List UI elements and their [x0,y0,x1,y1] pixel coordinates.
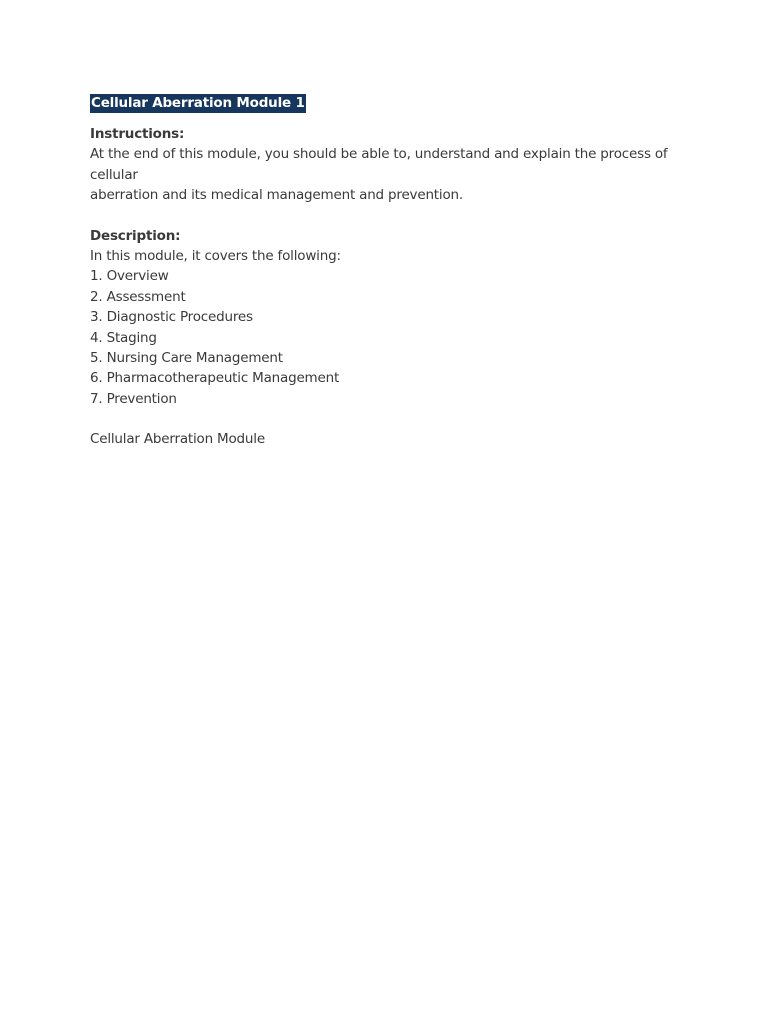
topic-list [90,266,690,409]
spacer [90,409,690,429]
list-item: 2. Assessment [90,288,186,305]
footer-module-text: Cellular Aberration Module [90,431,265,448]
description-section [90,226,690,410]
spacer [90,206,690,226]
description-heading: Description: [90,227,181,244]
list-item: 7. Prevention [90,390,177,407]
instructions-line-2: aberration and its medical management and prevention. [90,187,463,204]
list-item: 5. Nursing Care Management [90,350,283,367]
list-item: 3. Diagnostic Procedures [90,309,253,326]
list-item: 1. Overview [90,268,169,285]
instructions-line-1: At the end of this module, you should be able to, understand and explain the process of cellular [90,146,668,183]
document-page [90,93,690,450]
description-intro: In this module, it covers the following: [90,248,341,265]
document-title: Cellular Aberration Module 1 [91,95,305,111]
instructions-heading: Instructions: [90,126,185,142]
list-item: 4. Staging [90,329,157,346]
instructions-section [90,124,690,206]
list-item: 6. Pharmacotherapeutic Management [90,370,340,387]
